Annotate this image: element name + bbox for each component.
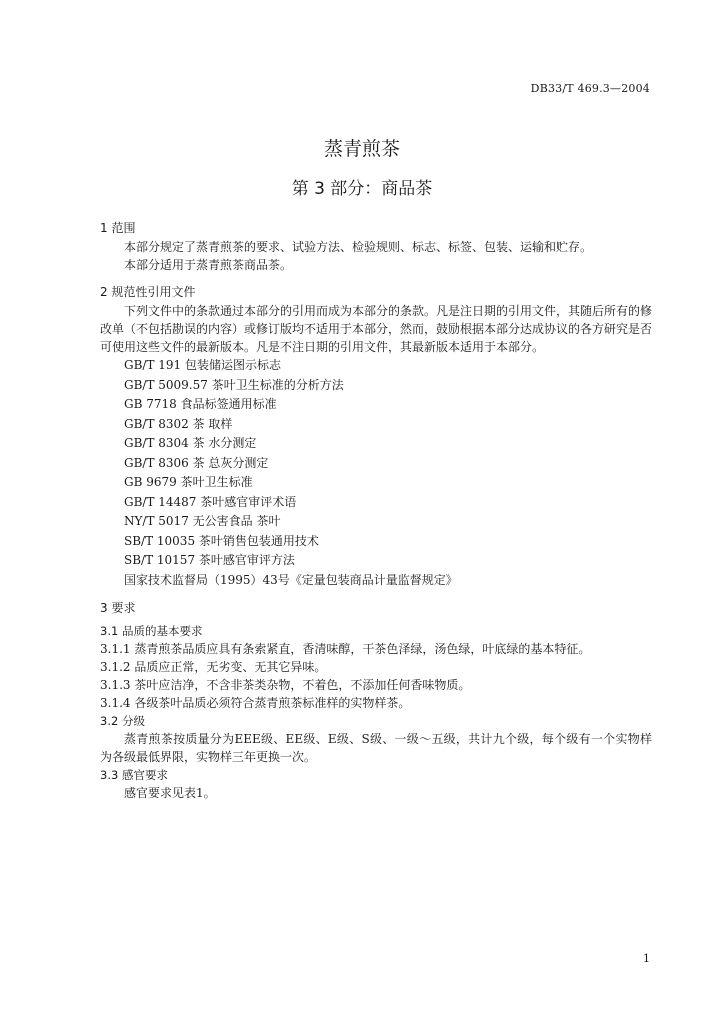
document-title: 蒸青煎茶 xyxy=(323,138,400,160)
clause-3-1-3: 3.1.3 茶叶应洁净，不含非茶类杂物，不着色，不添加任何香味物质。 xyxy=(100,678,471,692)
section-3-1-heading: 3.1 品质的基本要求 xyxy=(100,624,203,638)
reference-item: GB/T 14487 茶叶感官审评术语 xyxy=(124,494,297,509)
document-subtitle: 第 3 部分：商品茶 xyxy=(291,179,433,199)
section-3-3-heading: 3.3 感官要求 xyxy=(100,768,168,782)
standard-code: DB33/T 469.3—2004 xyxy=(530,82,650,95)
reference-item: GB/T 8304 茶 水分测定 xyxy=(124,436,257,450)
section-3-heading: 3 要求 xyxy=(100,601,136,615)
reference-item: GB/T 8306 茶 总灰分测定 xyxy=(124,455,269,470)
section-3-2-heading: 3.2 分级 xyxy=(100,714,145,728)
clause-3-1-1: 3.1.1 蒸青煎茶品质应具有条索紧直，香清味醇，干茶色泽绿，汤色绿，叶底绿的基本特征。 xyxy=(100,642,591,656)
document-body xyxy=(100,210,652,802)
section-3-2-paragraph: 蒸青煎茶按质量分为EEE级、EE级、E级、S级、一级～五级，共计九个级，每个级有一个实物样为各级最低界限，实物样三年更换一次。 xyxy=(100,732,652,764)
reference-item: 国家技术监督局（1995）43号《定量包装商品计量监督规定》 xyxy=(124,572,458,587)
reference-item: GB/T 8302 茶 取样 xyxy=(124,416,233,431)
reference-item: GB 7718 食品标签通用标准 xyxy=(124,397,277,411)
reference-list xyxy=(100,356,652,590)
reference-item: GB/T 5009.57 茶叶卫生标准的分析方法 xyxy=(124,377,344,392)
section-3-3-line: 感官要求见表1。 xyxy=(124,786,216,800)
section-1-heading: 1 范围 xyxy=(100,221,136,235)
page-number: 1 xyxy=(643,952,650,965)
clause-3-1-4: 3.1.4 各级茶叶品质必须符合蒸青煎茶标准样的实物样茶。 xyxy=(100,696,411,710)
section-1-line-1: 本部分规定了蒸青煎茶的要求、试验方法、检验规则、标志、标签、包装、运输和贮存。 xyxy=(124,240,593,254)
reference-item: GB/T 191 包装储运图示标志 xyxy=(124,358,281,372)
reference-item: SB/T 10157 茶叶感官审评方法 xyxy=(124,553,295,567)
section-2-paragraph: 下列文件中的条款通过本部分的引用而成为本部分的条款。凡是注日期的引用文件，其随后所有的修改单（不包括勘误的内容）或修订版均不适用于本部分，然而，鼓励根据本部分达成协议的各方研究是否可使用这些文件的最新版本。凡是不注日期的引用文件，其最新版本适用于本部分。 xyxy=(100,304,653,354)
clause-3-1-2: 3.1.2 品质应正常，无劣变、无其它异味。 xyxy=(100,660,327,674)
reference-item: NY/T 5017 无公害食品 茶叶 xyxy=(124,514,281,528)
reference-item: SB/T 10035 茶叶销售包装通用技术 xyxy=(124,533,319,548)
reference-item: GB 9679 茶叶卫生标准 xyxy=(124,475,253,489)
section-1-line-2: 本部分适用于蒸青煎茶商品茶。 xyxy=(124,258,293,272)
section-2-heading: 2 规范性引用文件 xyxy=(100,285,196,299)
